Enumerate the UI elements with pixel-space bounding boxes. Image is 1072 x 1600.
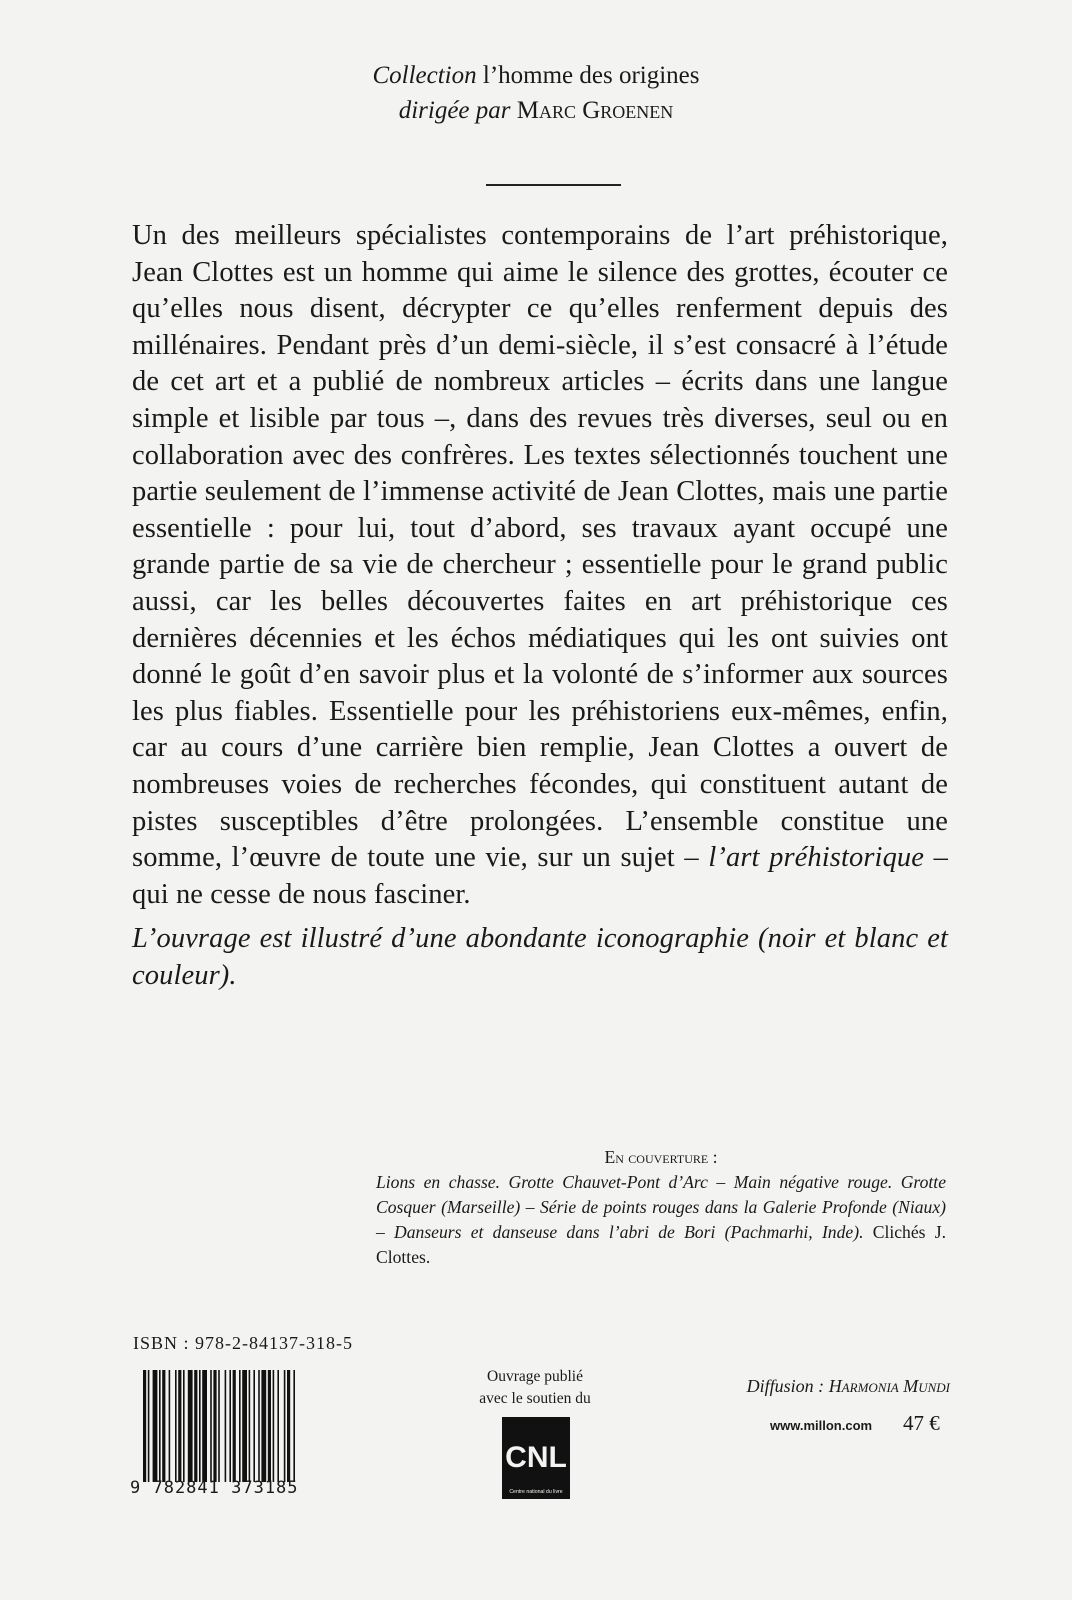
cover-credits-photo: Clichés J. Clottes.	[376, 1222, 946, 1267]
isbn-number: ISBN : 978-2-84137-318-5	[133, 1333, 353, 1353]
price: 47 €	[903, 1411, 940, 1435]
header-divider	[486, 184, 621, 186]
support-line-1: Ouvrage publié	[487, 1368, 583, 1385]
summary-text	[132, 218, 948, 994]
diffusion-distributor: Harmonia Mundi	[828, 1376, 950, 1396]
directed-label: dirigée par	[398, 97, 511, 124]
director-line	[0, 93, 1072, 128]
collection-header	[0, 58, 1072, 128]
cnl-logo-icon	[502, 1417, 570, 1499]
cover-credits-italic: Lions en chasse. Grotte Chauvet-Pont d’Arc – Main négative rouge. Grotte Cosquer (Marseille) – Série de points rouges dans la Galerie Profonde (Niaux) – Danseurs et danseuse dans l’abri de Bori (Pachmarhi, Inde).	[376, 1172, 946, 1242]
support-note	[455, 1366, 615, 1410]
cnl-logo-subtext: Centre national du livre	[509, 1489, 563, 1495]
barcode-digits: 9 782841 373185	[130, 1478, 299, 1498]
collection-line	[0, 58, 1072, 93]
cover-credits	[376, 1145, 946, 1270]
barcode-icon	[143, 1370, 343, 1482]
cover-credits-text	[376, 1170, 946, 1270]
cnl-logo-text: CNL	[505, 1441, 567, 1474]
support-line-2: avec le soutien du	[479, 1390, 591, 1407]
collection-name: l’homme des origines	[482, 62, 700, 89]
illustration-note: L’ouvrage est illustré d’une abondante iconographie (noir et blanc et couleur).	[132, 923, 948, 991]
diffusion-line	[700, 1376, 950, 1397]
summary-paragraph	[132, 218, 948, 913]
diffusion-label: Diffusion :	[746, 1376, 825, 1396]
summary-subject: l’art préhistorique	[708, 842, 925, 874]
summary-end: – qui ne cesse de nous fasciner.	[132, 842, 948, 910]
director-name: Marc Groenen	[516, 97, 674, 124]
cover-heading: En couverture :	[604, 1147, 718, 1167]
publisher-website: www.millon.com	[770, 1418, 873, 1433]
collection-label: Collection	[372, 62, 477, 89]
summary-main: Un des meilleurs spécialistes contemporains de l’art préhistorique, Jean Clottes est un homme qui aime le silence des grottes, écouter ce qu’elles nous disent, décrypter ce qu’elles renferment depuis des millénaires. Pendant près d’un demi-siècle, il s’est consacré à l’étude de cet art et a publié de nombreux articles – écrits dans une langue simple et lisible par tous –, dans des revues très diverses, seul ou en collaboration avec des confrères. Les textes sélectionnés touchent une partie seulement de l’immense activité de Jean Clottes, mais une partie essentielle : pour lui, tout d’abord, ses travaux ayant occupé une grande partie de sa vie de chercheur ; essentielle pour le grand public aussi, car les belles découvertes faites en art préhistorique ces dernières décennies et les échos médiatiques qui les ont suivies ont donné le goût d’en savoir plus et la volonté de s’informer aux sources les plus fiables. Essentielle pour les préhistoriens eux-mêmes, enfin, car au cours d’une carrière bien remplie, Jean Clottes a ouvert de nombreuses voies de recherches fécondes, qui constituent autant de pistes susceptibles d’être prolongées. L’ensemble constitue une somme, l’œuvre de toute une vie, sur un sujet –	[132, 220, 948, 874]
